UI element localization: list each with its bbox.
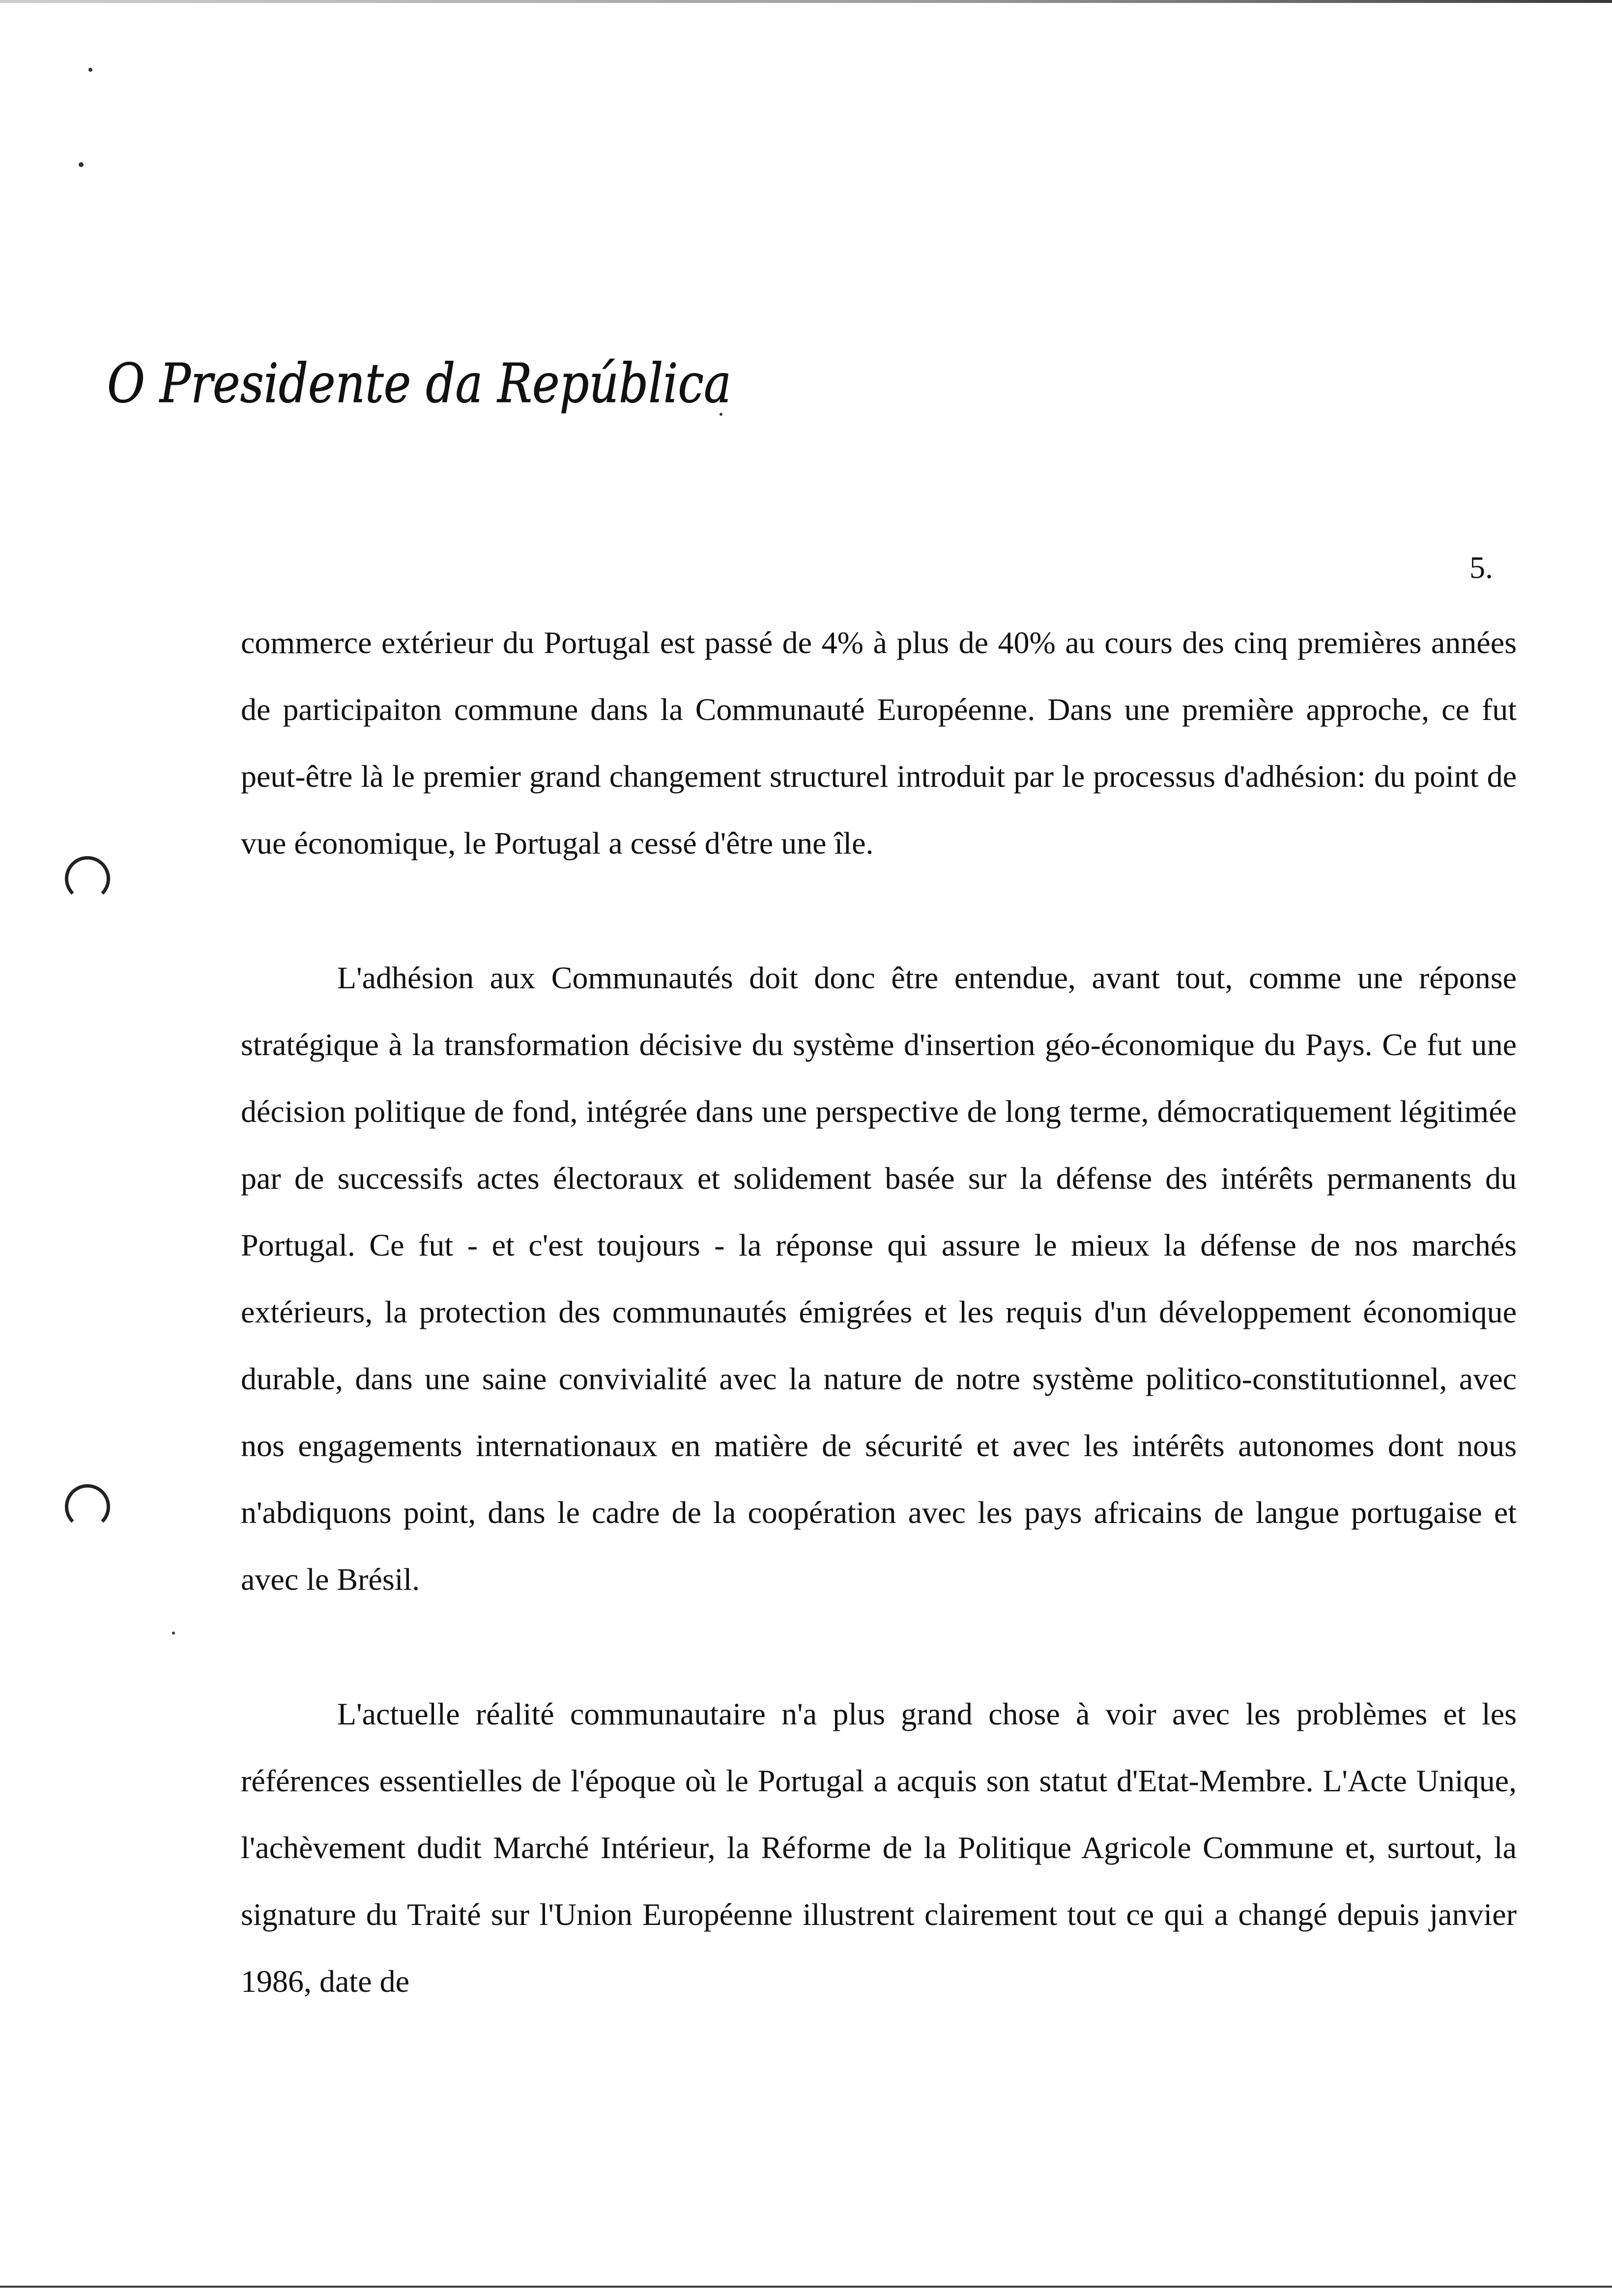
- punch-hole-lower: [65, 1484, 110, 1529]
- scan-top-edge: [0, 0, 1612, 3]
- paragraph: L'adhésion aux Communautés doit donc être entendue, avant tout, comme une réponse stratégique à la transformation décisive du système d'insertion géo-économique du Pays. Ce fut une décision politique de fond, intégrée dans une perspective de long terme, démocratiquement légitimée par de successifs actes électoraux et solidement basée sur la défense des intérêts permanents du Portugal. Ce fut - et c'est toujours - la réponse qui assure le mieux la défense de nos marchés extérieurs, la protection des communautés émigrées et les requis d'un développement économique durable, dans une saine convivialité avec la nature de notre système politico-constitutionnel, avec nos engagements internationaux en matière de sécurité et avec les intérêts autonomes dont nous n'abdiquons point, dans le cadre de la coopération avec les pays africains de langue portugaise et avec le Brésil.: [241, 960, 1517, 1597]
- punch-hole-upper: [65, 856, 110, 901]
- page-number: 5.: [1469, 550, 1493, 585]
- body-text: [241, 609, 1517, 2015]
- paragraph: L'actuelle réalité communautaire n'a plus grand chose à voir avec les problèmes et les références essentielles de l'époque où le Portugal a acquis son statut d'Etat-Membre. L'Acte Unique, l'achèvement dudit Marché Intérieur, la Réforme de la Politique Agricole Commune et, surtout, la signature du Traité sur l'Union Européenne illustrent clairement tout ce qui a changé depuis janvier 1986, date de: [241, 1696, 1517, 1999]
- scan-speck: [88, 68, 92, 72]
- letterhead-text: O Presidente da República: [107, 352, 731, 415]
- scan-speck: [79, 162, 84, 167]
- paragraph: commerce extérieur du Portugal est passé de 4% à plus de 40% au cours des cinq premières années de participaiton commune dans la Communauté Européenne. Dans une première approche, ce fut peut-être là le premier grand changement structurel introduit par le processus d'adhésion: du point de vue économique, le Portugal a cessé d'être une île.: [241, 625, 1517, 861]
- scan-bottom-edge: [0, 2286, 1612, 2288]
- letterhead-title: [102, 344, 741, 432]
- scan-speck: [172, 1632, 175, 1635]
